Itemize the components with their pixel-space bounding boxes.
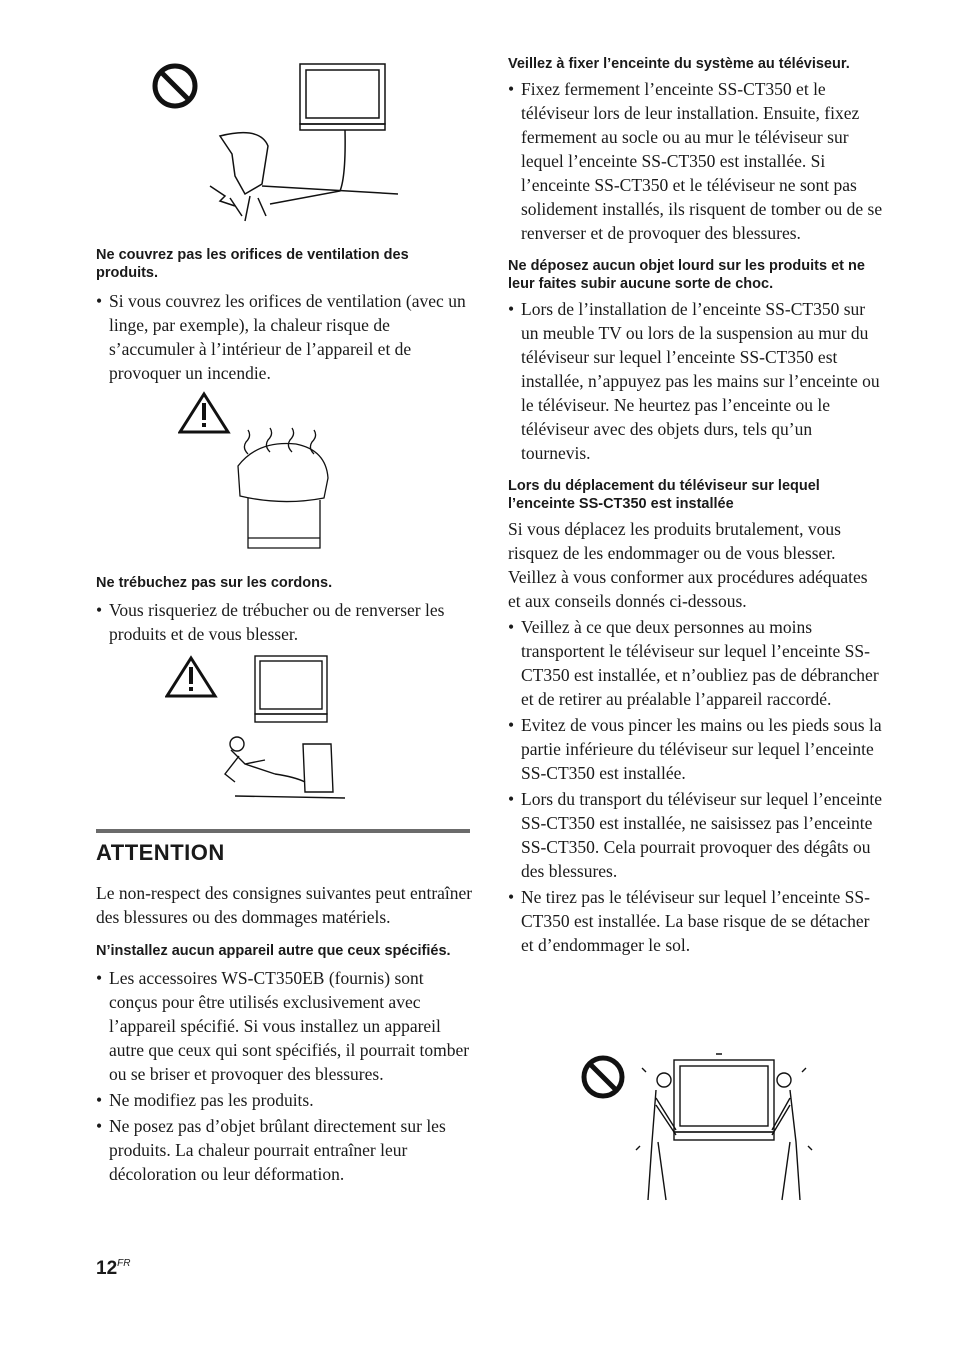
warning-triangle-icon bbox=[180, 394, 228, 432]
bullet-ventilation-1: • Si vous couvrez les orifices de ventilation (avec un linge, par exemple), la chaleur risque de s’accumuler à l’intérieur de l’appareil et de provoquer un incendie. bbox=[96, 289, 474, 385]
heading-ventilation: Ne couvrez pas les orifices de ventilation des produits. bbox=[96, 247, 409, 281]
attention-title: ATTENTION bbox=[96, 840, 225, 865]
prohibited-icon bbox=[155, 66, 195, 106]
bullet-accessories-3: • Ne posez pas d’objet brûlant directement sur les produits. La chaleur pourrait entraîner leur décoloration ou leur déformation. bbox=[96, 1114, 474, 1186]
carrying-tv-illustration bbox=[576, 1050, 816, 1215]
bullet-no-heavy-1: • Lors de l’installation de l’enceinte SS-CT350 sur un meuble TV ou lors de la suspension au mur du téléviseur sur lequel l’enceinte SS-CT350 est installée, n’appuyez pas les mains sur l’enceinte ou le téléviseur. Ne heurtez pas l’enceinte ou le téléviseur avec des objets durs, tels qu’un tournevis. bbox=[508, 297, 883, 465]
bullet-moving-4: • Ne tirez pas le téléviseur sur lequel l’enceinte SS-CT350 est installée. La base risque de se détacher et d’endommager le sol. bbox=[508, 885, 883, 957]
bullet-moving-2: • Evitez de vous pincer les mains ou les pieds sous la partie inférieure du téléviseur sur lequel l’enceinte SS-CT350 est installée. bbox=[508, 713, 883, 785]
page-number: $12^{FR}$ bbox=[96, 1258, 131, 1279]
attention-intro: Le non-respect des consignes suivantes peut entraîner des blessures ou des dommages matériels. bbox=[96, 883, 473, 927]
heading-cords: Ne trébuchez pas sur les cordons. bbox=[96, 575, 333, 591]
bullet-cords-1: • Vous risqueriez de trébucher ou de renverser les produits et de vous blesser. bbox=[96, 598, 474, 646]
tripping-illustration bbox=[165, 652, 355, 804]
section-divider bbox=[96, 829, 470, 833]
moving-intro: Si vous déplacez les produits brutalement, vous risquez de les endommager ou de vous blesser. Veillez à vous conformer aux procédures adéquates et aux conseils donnés ci-dessous. bbox=[508, 519, 868, 611]
prohibited-icon bbox=[584, 1058, 622, 1096]
section-fix-speaker bbox=[508, 55, 883, 959]
bullet-accessories-2: • Ne modifiez pas les produits. bbox=[96, 1088, 474, 1112]
bullet-moving-3: • Lors du transport du téléviseur sur lequel l’enceinte SS-CT350 est installée, ne saisissez pas l’enceinte SS-CT350. Cela pourrait provoquer des dégâts ou des blessures. bbox=[508, 787, 883, 883]
bullet-fix-speaker-1: • Fixez fermement l’enceinte SS-CT350 et le téléviseur lors de leur installation. Ensuite, fixez fermement au socle ou au mur le téléviseur sur lequel l’enceinte SS-CT350 est installée. Si l’enceinte SS-CT350 et le téléviseur ne sont pas solidement installés, ils risquent de tomber ou de se renverser et de provoquer des blessures. bbox=[508, 77, 883, 245]
section-ventilation bbox=[96, 246, 474, 387]
heading-accessories: N’installez aucun appareil autre que ceux spécifiés. bbox=[96, 943, 451, 959]
page-lang-suffix: FR bbox=[117, 1258, 131, 1269]
warning-triangle-icon bbox=[167, 658, 215, 696]
section-attention bbox=[96, 881, 474, 1188]
cord-plug-illustration bbox=[150, 56, 410, 231]
covered-speaker-illustration bbox=[178, 388, 338, 558]
section-cords bbox=[96, 574, 474, 648]
heading-fix-speaker: Veillez à fixer l’enceinte du système au téléviseur. bbox=[508, 56, 850, 72]
bullet-accessories-1: • Les accessoires WS-CT350EB (fournis) sont conçus pour être utilisés exclusivement avec l’appareil spécifié. Si vous installez un appareil autre que ceux qui sont spécifiés, il pourrait tomber ou se briser et provoquer des blessures. bbox=[96, 966, 474, 1086]
heading-moving: Lors du déplacement du téléviseur sur lequel l’enceinte SS-CT350 est installée bbox=[508, 478, 820, 512]
heading-no-heavy: Ne déposez aucun objet lourd sur les produits et ne leur faites subir aucune sorte de choc. bbox=[508, 258, 865, 292]
bullet-moving-1: • Veillez à ce que deux personnes au moins transportent le téléviseur sur lequel l’enceinte SS-CT350 est installée, et n’oubliez pas de débrancher et de retirer au préalable l’appareil raccordé. bbox=[508, 615, 883, 711]
